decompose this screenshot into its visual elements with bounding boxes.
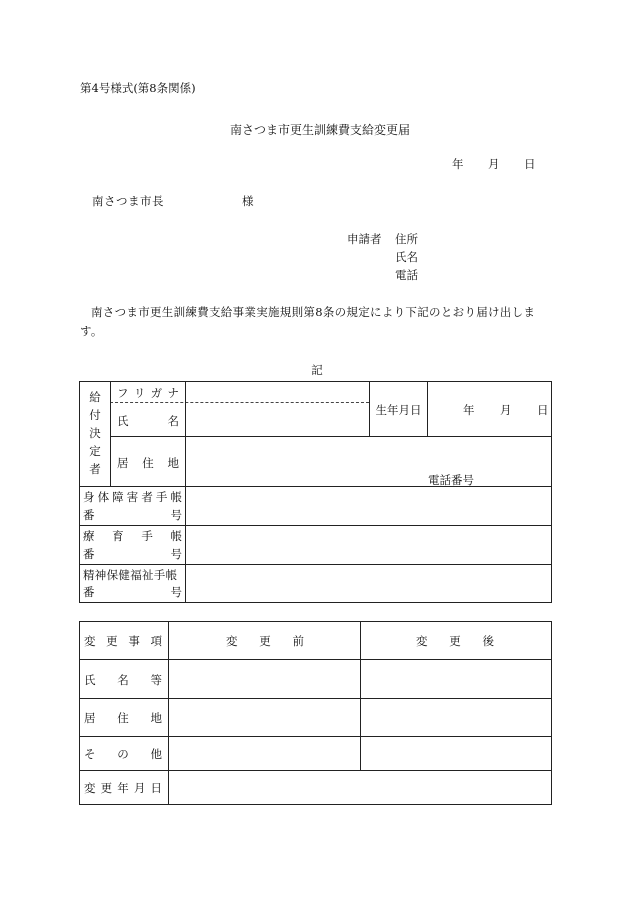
change-date-label: 変 更 年 月 日 (84, 781, 162, 795)
mental-health-cert-label: 精神保健福祉手帳 (83, 568, 178, 582)
applicant-address-label: 住所 (395, 232, 418, 246)
birth-year: 年 (463, 403, 475, 417)
form-number: 第4号様式(第8条関係) (80, 81, 196, 95)
body-paragraph: 南さつま市更生訓練費支給事業実施規則第8条の規定により下記のとおり届け出します。 (80, 305, 536, 338)
furigana-label: フ リ ガ ナ (117, 386, 179, 400)
applicant-name-label: 氏名 (395, 250, 418, 264)
row-label-name: 氏 名 等 (84, 673, 162, 687)
birth-date-label: 生年月日 (375, 403, 422, 417)
before-change-header: 変 更 前 (226, 634, 304, 648)
disability-cert-number-label: 番 号 (83, 508, 182, 522)
date-month: 月 (488, 157, 500, 171)
disability-cert-label: 身 体 障 害 者 手 帳 (83, 490, 182, 504)
date-day: 日 (524, 157, 536, 171)
birth-month: 月 (500, 403, 512, 417)
date-year: 年 (452, 157, 464, 171)
change-item-header: 変 更 事 項 (84, 634, 162, 648)
applicant-phone-label: 電話 (395, 268, 418, 282)
row-label-other: そ の 他 (84, 747, 162, 761)
after-change-header: 変 更 後 (416, 634, 494, 648)
document-title: 南さつま市更生訓練費支給変更届 (229, 123, 410, 137)
mental-health-cert-number-label: 番 号 (83, 585, 182, 599)
ryoiku-cert-number-label: 番 号 (83, 547, 182, 561)
recipient-label: 給 付 決 定 者 (89, 390, 101, 476)
residence-label: 居 住 地 (117, 456, 179, 470)
ryoiku-cert-label: 療 育 手 帳 (83, 529, 182, 543)
addressee-honorific: 様 (242, 194, 254, 208)
addressee-name: 南さつま市長 (92, 194, 164, 208)
birth-day: 日 (537, 403, 549, 417)
phone-number-label: 電話番号 (428, 473, 474, 487)
ki-heading: 記 (311, 363, 323, 377)
name-label: 氏 名 (117, 414, 179, 428)
applicant-label: 申請者 (347, 232, 382, 246)
row-label-residence: 居 住 地 (84, 711, 162, 725)
